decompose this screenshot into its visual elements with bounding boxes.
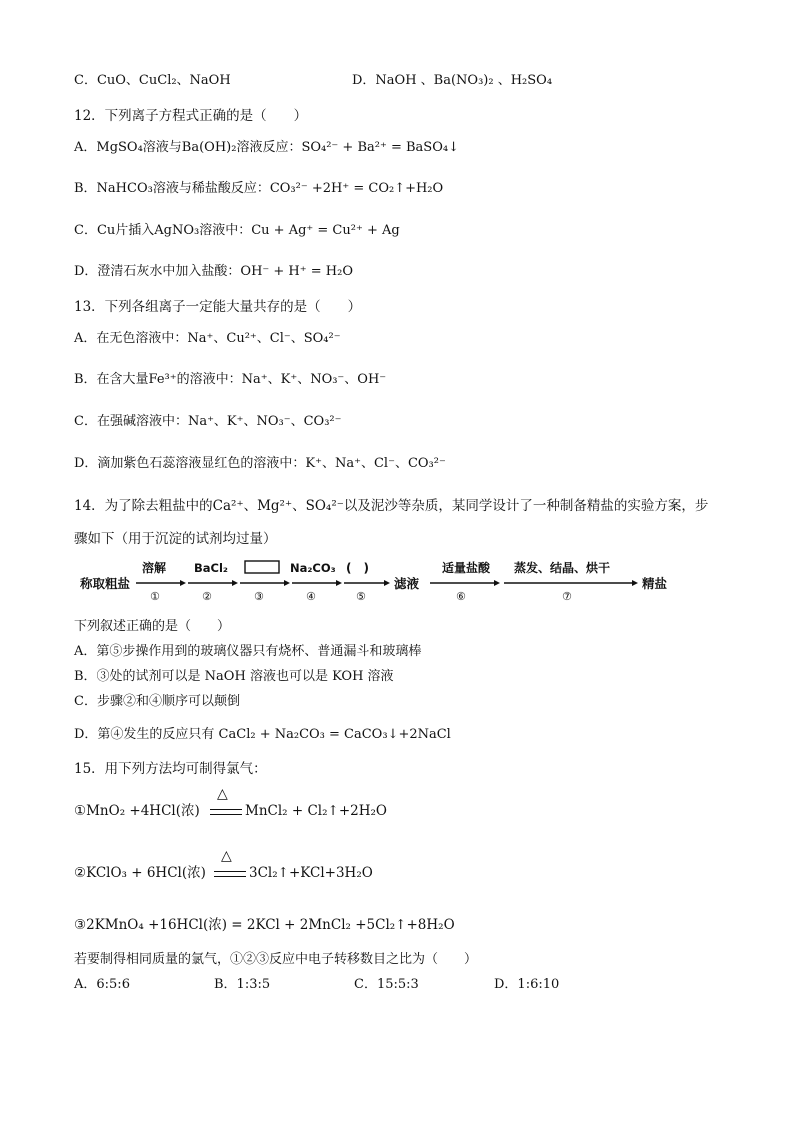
q15-option-c: C．15:5:3 bbox=[354, 977, 419, 992]
q13-option-b: B．在含大量Fe³⁺的溶液中：Na⁺、K⁺、NO₃⁻、OH⁻ bbox=[74, 372, 387, 387]
q12-option-a: A．MgSO₄溶液与Ba(OH)₂溶液反应：SO₄²⁻ + Ba²⁺ = BaSO₄↓ bbox=[74, 140, 459, 155]
q15-reaction1-right: MnCl₂ + Cl₂↑+2H₂O bbox=[245, 803, 387, 819]
q15-reaction1-heat: △ bbox=[217, 786, 228, 802]
q13-stem: 13．下列各组离子一定能大量共存的是（ ） bbox=[74, 299, 362, 315]
flow-step7-label: 蒸发、结晶、烘干 bbox=[514, 561, 611, 575]
q11-option-d: D．NaOH 、Ba(NO₃)₂ 、H₂SO₄ bbox=[352, 73, 553, 88]
flow-step5-label: ( ) bbox=[346, 561, 369, 575]
q13-option-a: A．在无色溶液中：Na⁺、Cu²⁺、Cl⁻、SO₄²⁻ bbox=[74, 331, 341, 346]
q15-reaction2-equals bbox=[214, 871, 246, 877]
q14-option-b: B．③处的试剂可以是 NaOH 溶液也可以是 KOH 溶液 bbox=[74, 669, 394, 684]
q15-stem: 15．用下列方法均可制得氯气： bbox=[74, 761, 267, 777]
q15-reaction2-heat: △ bbox=[221, 848, 232, 864]
flow-step6-label: 适量盐酸 bbox=[442, 561, 491, 575]
q14-stem-line1: 14．为了除去粗盐中的Ca²⁺、Mg²⁺、SO₄²⁻以及泥沙等杂质，某同学设计了一种制备精盐的实验方案，步 bbox=[74, 498, 709, 514]
q15-options bbox=[74, 976, 634, 994]
q14-option-a: A．第⑤步操作用到的玻璃仪器只有烧杯、普通漏斗和玻璃棒 bbox=[74, 644, 422, 659]
q15-prompt: 若要制得相同质量的氯气，①②③反应中电子转移数目之比为（ ） bbox=[74, 952, 478, 967]
flow-end: 精盐 bbox=[642, 576, 668, 591]
q15-option-d: D．1:6:10 bbox=[494, 977, 560, 992]
q12-option-d: D．澄清石灰水中加入盐酸：OH⁻ + H⁺ = H₂O bbox=[74, 264, 353, 279]
q15-option-a: A．6:5:6 bbox=[74, 977, 130, 992]
q12-option-c: C．Cu片插入AgNO₃溶液中：Cu + Ag⁺ = Cu²⁺ + Ag bbox=[74, 223, 400, 238]
q14-option-c: C．步骤②和④顺序可以颠倒 bbox=[74, 694, 240, 709]
flow-step4-num: ④ bbox=[306, 590, 316, 603]
flow-step5-num: ⑤ bbox=[356, 590, 366, 603]
q13-option-c: C．在强碱溶液中：Na⁺、K⁺、NO₃⁻、CO₃²⁻ bbox=[74, 414, 342, 429]
flow-filtrate: 滤液 bbox=[394, 576, 420, 591]
flow-step7-num: ⑦ bbox=[562, 590, 572, 603]
flow-step1-label: 溶解 bbox=[142, 561, 167, 575]
q15-reaction2-right: 3Cl₂↑+KCl+3H₂O bbox=[249, 865, 373, 881]
q13-option-d: D．滴加紫色石蕊溶液显红色的溶液中：K⁺、Na⁺、Cl⁻、CO₃²⁻ bbox=[74, 456, 446, 471]
q15-reaction1-equals bbox=[210, 809, 242, 815]
q14-prompt: 下列叙述正确的是（ ） bbox=[74, 619, 231, 634]
flow-step1-num: ① bbox=[150, 590, 160, 603]
flow-step2-num: ② bbox=[202, 590, 212, 603]
flow-step6-num: ⑥ bbox=[456, 590, 466, 603]
flow-step2-label: BaCl₂ bbox=[194, 561, 228, 575]
q14-flow-diagram bbox=[78, 558, 678, 604]
q15-option-b: B．1:3:5 bbox=[214, 977, 271, 992]
q15-reaction2-left: ②KClO₃ + 6HCl(浓) bbox=[74, 865, 206, 881]
flow-start: 称取粗盐 bbox=[80, 576, 131, 591]
q11-option-c: C．CuO、CuCl₂、NaOH bbox=[74, 73, 231, 88]
q15-reaction3: ③2KMnO₄ +16HCl(浓) = 2KCl + 2MnCl₂ +5Cl₂↑+8H₂O bbox=[74, 917, 455, 933]
flow-step4-label: Na₂CO₃ bbox=[290, 561, 336, 575]
flow-step3-num: ③ bbox=[254, 590, 264, 603]
q14-option-d: D．第④发生的反应只有 CaCl₂ + Na₂CO₃ = CaCO₃↓+2NaCl bbox=[74, 727, 451, 742]
q12-stem: 12．下列离子方程式正确的是（ ） bbox=[74, 108, 308, 124]
q12-option-b: B．NaHCO₃溶液与稀盐酸反应：CO₃²⁻ +2H⁺ = CO₂↑+H₂O bbox=[74, 181, 444, 196]
q14-stem-line2: 骤如下（用于沉淀的试剂均过量） bbox=[74, 531, 277, 547]
q15-reaction1-left: ①MnO₂ +4HCl(浓) bbox=[74, 803, 200, 819]
flow-step3-blank-box bbox=[245, 561, 279, 573]
